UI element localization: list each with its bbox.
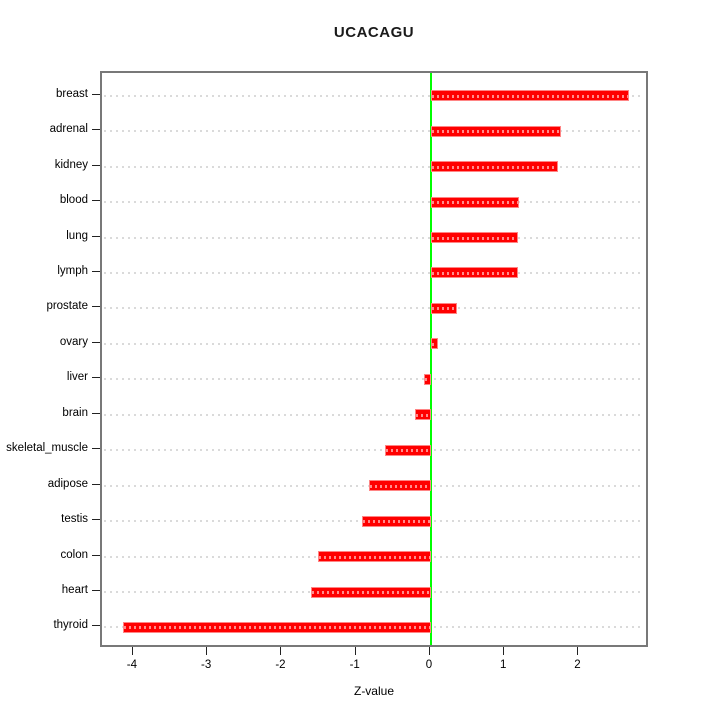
y-axis-tick — [92, 165, 100, 166]
y-axis-label-thyroid: thyroid — [53, 619, 88, 632]
bar-dash-pattern — [124, 626, 430, 629]
x-axis-tick-label-2: 2 — [574, 659, 581, 671]
y-axis-tick — [92, 271, 100, 272]
bar-dash-pattern — [432, 343, 437, 346]
y-axis-label-testis: testis — [61, 513, 88, 526]
bar-breast — [431, 90, 629, 101]
y-axis-tick — [92, 555, 100, 556]
y-axis-label-liver: liver — [66, 371, 88, 384]
bar-liver — [424, 374, 431, 385]
grid-line — [104, 201, 644, 203]
grid-line — [104, 130, 644, 132]
y-axis-label-kidney: kidney — [54, 158, 88, 171]
bar-lung — [431, 232, 518, 243]
bar-adrenal — [431, 126, 561, 137]
y-axis-tick — [92, 590, 100, 591]
y-axis-label-adipose: adipose — [47, 477, 88, 490]
grid-line — [104, 378, 644, 380]
bar-dash-pattern — [425, 378, 430, 381]
bar-prostate — [431, 303, 457, 314]
bar-dash-pattern — [432, 130, 560, 133]
y-axis-tick — [92, 129, 100, 130]
x-axis-tick-label--3: -3 — [201, 659, 212, 671]
grid-line — [104, 272, 644, 274]
y-axis-label-lung: lung — [66, 229, 88, 242]
grid-line — [104, 166, 644, 168]
y-axis-label-prostate: prostate — [46, 300, 88, 313]
bar-thyroid — [123, 622, 431, 633]
y-axis-tick — [92, 94, 100, 95]
chart-title: UCACAGU — [333, 24, 415, 41]
bar-lymph — [431, 267, 518, 278]
grid-line — [104, 307, 644, 309]
x-axis-tick — [503, 647, 504, 655]
bar-dash-pattern — [432, 95, 628, 98]
grid-line — [104, 414, 644, 416]
x-axis-tick-label--4: -4 — [126, 659, 138, 671]
bar-testis — [362, 516, 431, 527]
y-axis-label-colon: colon — [60, 548, 88, 561]
x-axis-tick-label--1: -1 — [349, 659, 360, 671]
bar-adipose — [369, 480, 431, 491]
y-axis-label-heart: heart — [61, 584, 88, 596]
y-axis-tick — [92, 200, 100, 201]
y-axis-tick — [92, 519, 100, 520]
y-axis-label-breast: breast — [56, 87, 88, 100]
y-axis-tick — [92, 306, 100, 307]
x-axis-tick-label-1: 1 — [500, 659, 507, 671]
y-axis-tick — [92, 413, 100, 414]
bar-heart — [311, 587, 431, 598]
bar-dash-pattern — [432, 272, 517, 275]
bar-dash-pattern — [319, 556, 430, 559]
grid-line — [104, 343, 644, 345]
x-axis-tick-label-0: 0 — [425, 659, 433, 671]
y-axis-label-lymph: lymph — [57, 264, 88, 277]
bar-brain — [415, 409, 431, 420]
bar-dash-pattern — [370, 485, 430, 488]
x-axis-tick — [132, 647, 133, 655]
bar-kidney — [431, 161, 558, 172]
y-axis-label-adrenal: adrenal — [49, 123, 88, 136]
x-axis-tick — [206, 647, 207, 655]
bar-blood — [431, 197, 519, 208]
bar-dash-pattern — [312, 591, 430, 594]
bar-dash-pattern — [432, 166, 557, 169]
y-axis-tick — [92, 448, 100, 449]
bar-dash-pattern — [432, 201, 518, 204]
y-axis-tick — [92, 625, 100, 626]
bar-dash-pattern — [432, 307, 456, 310]
bar-skeletal_muscle — [385, 445, 431, 456]
plot-area — [100, 71, 648, 647]
x-axis-tick — [577, 647, 578, 655]
bar-ovary — [431, 338, 438, 349]
grid-line — [104, 237, 644, 239]
y-axis-tick — [92, 484, 100, 485]
x-axis-title: Z-value — [353, 684, 394, 698]
bar-dash-pattern — [416, 414, 430, 417]
y-axis-label-brain: brain — [62, 406, 88, 419]
y-axis-tick — [92, 342, 100, 343]
y-axis-tick — [92, 377, 100, 378]
x-axis-tick — [280, 647, 281, 655]
bar-dash-pattern — [363, 520, 430, 523]
y-axis-label-skeletal_muscle: skeletal_muscle — [6, 442, 88, 455]
x-axis-tick — [355, 647, 356, 655]
bar-dash-pattern — [432, 237, 517, 240]
y-axis-label-ovary: ovary — [59, 335, 88, 348]
bar-dash-pattern — [386, 449, 430, 452]
y-axis-tick — [92, 236, 100, 237]
grid-line — [104, 449, 644, 451]
x-axis-tick-label--2: -2 — [275, 659, 286, 671]
x-axis-tick — [429, 647, 430, 655]
bar-colon — [318, 551, 431, 562]
y-axis-label-blood: blood — [59, 194, 88, 207]
